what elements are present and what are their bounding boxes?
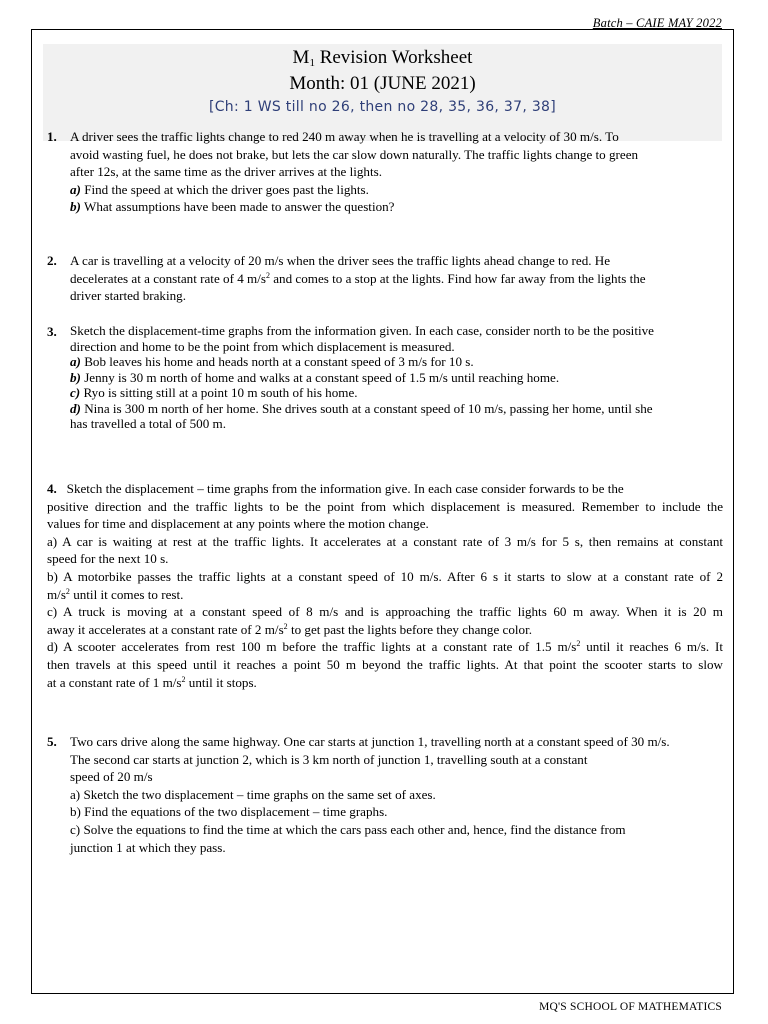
question-line: values for time and displacement at any points where the motion change. — [47, 516, 429, 532]
question-line: A driver sees the traffic lights change to red 240 m away when he is travelling at a velocity of 30 m/s. To — [70, 129, 619, 144]
question-line: at a constant rate of 1 $m/s^2$ until it stops. — [47, 674, 257, 690]
question-number: 1. — [47, 129, 57, 144]
question-body — [70, 733, 723, 856]
sub-question-a: a) Sketch the two displacement – time graphs on the same set of axes. — [70, 786, 436, 802]
sub-question-d: d) Nina is 300 m north of her home. She drives south at a constant speed of 10 m/s, passing her home, until she — [70, 400, 653, 416]
title-block — [43, 44, 722, 141]
question-line: direction and home to be the point from which displacement is measured. — [70, 338, 455, 354]
footer-school-name: MQ'S SCHOOL OF MATHEMATICS — [539, 1001, 722, 1013]
sub-question-a: a) Bob leaves his home and heads north at a constant speed of 3 m/s for 10 s. — [70, 354, 474, 369]
sub-question-c: c) Ryo is sitting still at a point 10 m south of his home. — [70, 385, 358, 400]
sub-question-c: c) A truck is moving at a constant speed of 8 m/s and is approaching the traffic lights 60 m away. When it is 20 m — [47, 604, 723, 620]
question-number: 3. — [47, 324, 57, 339]
question-4 — [47, 480, 723, 691]
question-line: junction 1 at which they pass. — [70, 839, 226, 855]
question-body — [70, 128, 723, 216]
question-line: away it accelerates at a constant rate of 2 $m/s^2$ to get past the lights before they change color. — [47, 621, 533, 637]
question-line: The second car starts at junction 2, which is 3 km north of junction 1, travelling south at a constant — [70, 751, 588, 767]
worksheet-month: Month: 01 (JUNE 2021) — [289, 73, 476, 94]
question-number: 2. — [47, 253, 57, 268]
sub-question-a: a) Find the speed at which the driver goes past the lights. — [70, 181, 369, 197]
question-line: avoid wasting fuel, he does not brake, but lets the car slow down naturally. The traffic lights change to green — [70, 146, 639, 162]
question-line: speed for the next 10 s. — [47, 551, 169, 567]
sub-question-b: b) Jenny is 30 m north of home and walks at a constant speed of 1.5 m/s until reaching home. — [70, 369, 560, 385]
question-number: 5. — [47, 734, 57, 749]
sub-question-b: b) Find the equations of the two displacement – time graphs. — [70, 804, 388, 820]
question-number: 4. — [47, 481, 57, 496]
batch-label: Batch – CAIE MAY 2022 — [592, 16, 722, 30]
sub-question-a: a) A car is waiting at rest at the traffic lights. It accelerates at a constant rate of 3 m/s for 5 s, then remains at constant — [47, 533, 723, 549]
question-line: Sketch the displacement-time graphs from the information given. In each case, consider north to be the positive — [70, 323, 654, 338]
worksheet-title: $M_1$ Revision Worksheet — [292, 47, 473, 69]
question-line: A car is travelling at a velocity of 20 m/s when the driver sees the traffic lights ahead change to red. He — [70, 253, 611, 268]
question-body — [70, 323, 723, 432]
question-line: speed of 20 m/s — [70, 769, 153, 785]
sub-question-c: c) Solve the equations to find the time at which the cars pass each other and, hence, find the distance from — [70, 821, 626, 837]
question-body — [70, 252, 723, 305]
sub-question-b: b) What assumptions have been made to answer the question? — [70, 199, 395, 215]
question-line: decelerates at a constant rate of 4 $m/s^2$ and comes to a stop at the lights. Find how far away from the lights the — [70, 270, 646, 286]
worksheet-chapter: [Ch: 1 WS till no 26, then no 28, 35, 36, 37, 38] — [208, 99, 557, 115]
sub-question-b: b) A motorbike passes the traffic lights at a constant speed of 10 m/s. After 6 s it starts to slow at a constant rate of 2 — [47, 568, 723, 584]
question-line: has travelled a total of 500 m. — [70, 416, 226, 431]
question-line: $m/s^2$ until it comes to rest. — [47, 586, 184, 602]
question-line: then travels at this speed until it reaches a point 50 m beyond the traffic lights. At that point the scooter starts to slow — [47, 656, 723, 672]
question-line: after 12s, at the same time as the driver arrives at the lights. — [70, 164, 382, 180]
question-line: Two cars drive along the same highway. One car starts at junction 1, travelling north at a constant speed of 30 m/s. — [70, 734, 670, 749]
question-line: positive direction and the traffic lights to be the point from which displacement is measured. Remember to include the — [47, 498, 723, 514]
question-line: 4. Sketch the displacement – time graphs from the information give. In each case consider forwards to be the — [47, 481, 624, 496]
question-line: driver started braking. — [70, 288, 186, 304]
sub-question-d: d) A scooter accelerates from rest 100 m before the traffic lights at a constant rate of 1.5 $m/s^2$ until it reaches 6 m/s. It — [47, 639, 723, 655]
